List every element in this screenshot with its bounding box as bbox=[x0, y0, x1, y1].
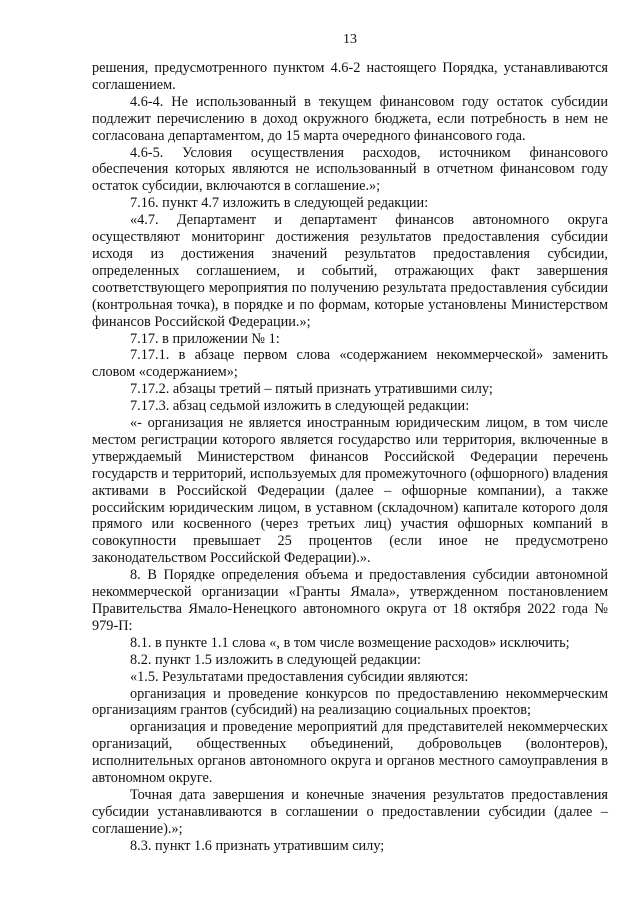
paragraph-p08: 7.17.2. абзацы третий – пятый признать утратившими силу; bbox=[130, 381, 493, 398]
paragraph-p01: решения, предусмотренного пунктом 4.6-2 настоящего Порядка, устанавливаются соглашением. bbox=[92, 60, 608, 93]
paragraph-p10: «- организация не является иностранным юридическим лицом, в том числе местом регистрации которого является государство или территория, включенные в утверждаемый Министерством финансов Российской Федерации перечень государств и территорий, используемых для промежуточного (офшорного) владения активами в Российской Федерации (далее – офшорные компании), а также российским юридическим лицом, в уставном (складочном) капитале которого доля прямого или косвенного (через третьих лиц) участия офшорных компаний в совокупности превышает 25 процентов (если иное не предусмотрено законодательством Российской Федерации).». bbox=[92, 415, 608, 567]
paragraph-p15: организация и проведение конкурсов по предоставлению некоммерческим организациям грантов (субсидий) на реализацию социальных проектов; bbox=[92, 685, 608, 719]
paragraph-p06: 7.17. в приложении № 1: bbox=[130, 330, 280, 347]
paragraph-p02: 4.6-4. Не использованный в текущем финансовом году остаток субсидии подлежит перечислению в доход окружного бюджета, если потребность в нем не согласована департаментом, до 15 марта очередного финансового года. bbox=[92, 93, 608, 144]
paragraph-p12: 8.1. в пункте 1.1 слова «, в том числе возмещение расходов» исключить; bbox=[130, 634, 570, 651]
paragraph-p09: 7.17.3. абзац седьмой изложить в следующей редакции: bbox=[130, 398, 470, 415]
paragraph-p11: 8. В Порядке определения объема и предоставления субсидии автономной некоммерческой организации «Гранты Ямала», утвержденном постановлением Правительства Ямало-Ненецкого автономного округа от 18 октября 2022 года № 979-П: bbox=[92, 567, 608, 634]
paragraph-p13: 8.2. пункт 1.5 изложить в следующей редакции: bbox=[130, 651, 422, 668]
paragraph-p18: 8.3. пункт 1.6 признать утратившим силу; bbox=[130, 837, 385, 854]
paragraph-p07: 7.17.1. в абзаце первом слова «содержанием некоммерческой» заменить словом «содержанием»; bbox=[92, 347, 608, 381]
document-body bbox=[92, 60, 608, 855]
paragraph-p16: организация и проведение мероприятий для представителей некоммерческих организаций, общественных объединений, добровольцев (волонтеров), исполнительных органов автономного округа и органов местного самоуправления в автономном округе. bbox=[92, 719, 608, 787]
paragraph-p05: «4.7. Департамент и департамент финансов автономного округа осуществляют мониторинг достижения результатов предоставления субсидии исходя из достижения значений результатов предоставления субсидии, определенных соглашением, и событий, отражающих факт завершения соответствующего мероприятия по получению результата предоставления субсидии (контрольная точка), в порядке и по формам, которые установлены Министерством финансов Российской Федерации.»; bbox=[92, 212, 608, 330]
page-number: 13 bbox=[343, 32, 357, 47]
paragraph-p14: «1.5. Результатами предоставления субсидии являются: bbox=[130, 668, 469, 685]
paragraph-p17: Точная дата завершения и конечные значения результатов предоставления субсидии устанавливаются в соглашении о предоставлении субсидии (далее – соглашение).»; bbox=[92, 786, 608, 837]
paragraph-p03: 4.6-5. Условия осуществления расходов, источником финансового обеспечения которых являются не использованный в отчетном финансовом году остаток субсидии, включаются в соглашение.»; bbox=[92, 144, 608, 195]
paragraph-p04: 7.16. пункт 4.7 изложить в следующей редакции: bbox=[130, 195, 429, 212]
